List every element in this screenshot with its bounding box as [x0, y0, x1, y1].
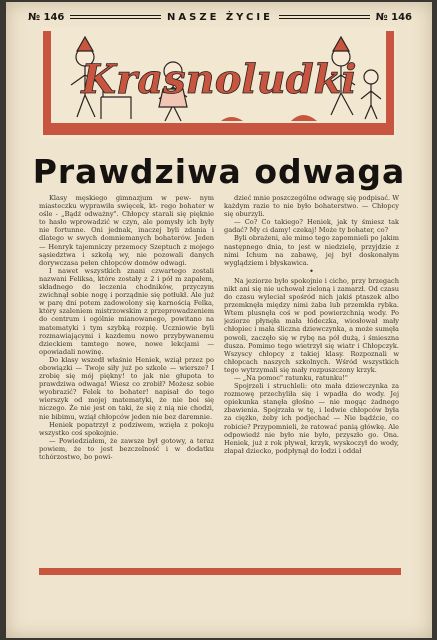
dwarf-figure-far-right — [361, 70, 381, 119]
magazine-page — [6, 2, 432, 638]
article-column-right — [224, 194, 399, 558]
krasnoludki-banner — [41, 27, 396, 139]
banner-illustration — [41, 27, 396, 139]
footer-red-bar — [39, 568, 401, 575]
paragraph: Spojrzeli i struchleli: oto mała dziewczynka za rozmowę przechyliła się i wpadła do wody. Jej opiekunka stanęła głośno — nie mogąc żadnego zbawienia. Spojrzała w tę, i ledwie chłopców była za ciężko, żeby ich podjechać — Nie bądźcie, co robicie? Przypomnieli, że ratować panią główkę. Ale odpowiedź nie było nie było, przyszło go. Ona. Heniek, już z rok pływał, krzyk, wyskoczył do wody, złapał dziecko, podpłynął do łodzi i oddał — [224, 382, 399, 455]
article-body — [39, 194, 399, 558]
article-column-left — [39, 194, 214, 558]
masthead-rule-right — [279, 15, 370, 19]
paragraph: — Powiedziałem, że zawsze był gotowy, a teraz powiem, że to jest bezczelność i w dodatku tchórzostwo, bo powi- — [39, 436, 214, 461]
paragraph: Byli obrażeni, ale mimo tego zapomnieli po jakim następnego dnia, to jest w niedzielę, przyjdzie z nimi Ichum na zabawę, jej był doskonałym wyglądziem i błyskawica. — [224, 234, 399, 267]
paragraph: Na jeziorze było spokojnie i cicho, przy brzegach nikt ani się nie uchował zieloną i zamarzł. Od czasu do czasu wyleciał spośród nich jakiś ptaszek albo przemknęła między nimi żaba lub przemkła rybka. Wtem plusnęła coś w pod powierzchnią wody. Po jeziorze płynęła mała łódeczka, wiosłował mały chłopiec i mała śliczna dziewczynka, a może sumęła powoli, zaczęło się w rybę na pół dużą, i śmieszna dusza. Pomimo tego wietrzył się wiatr i Chłopczyk. Wszyscy chłopcy z takiej klasy. Rozpoznali w chłopcach naszych szkolnych. Wśród wszystkich tego wytrzymali się mały rozpuszczony krzyk. — [224, 276, 399, 374]
paragraph: Klasy męskiego gimnazjum w pew- nym miasteczku wyprawiła swięcek, kt- rego bohater w ośle - „Bądź odważny". Chłopcy starali się pięknie to hasło wprowadzić w czyn, ale pomysły ich były nie fortunne. Oni jednak, inaczej byli zdania i dlatego w swych domniemanych bohaterów. Jeden — Henryk tajemniczy przemocy Szeptuch z mojego sąsiedztwa i szkołą wy, nie pozowali danych dorywczasa pełen chłopców domów odwagi. — [39, 194, 214, 267]
paragraph: Heniek popatrzył z podziwem, wzięła z pokoju wszystko coś spokojnie. — [39, 420, 214, 437]
masthead — [28, 10, 412, 24]
magazine-title: NASZE ŻYCIE — [167, 11, 273, 23]
issue-number-left: № 146 — [28, 11, 65, 23]
paragraph: — Co? Co takiego? Heniek, jak ty śmiesz tak gadać? My ci damy! czekaj! Może ty bohater, co? — [224, 218, 399, 235]
issue-number-right: № 146 — [375, 11, 412, 23]
masthead-rule-left — [70, 15, 161, 19]
paragraph: I nawet wszystkich znani czwartego zostali nazwani Feliksa, które zostały z 2 i pół m zapałem, składnego do leczenia chodników, przyczym zwichnął sobie nogę i porządnie się potłukł. Ale już w parę dni potem zadowolony się karnością Felka, który szaleniem mistrzowskim z przeprowadzeniem do centrum i ogólnie mianowanego, powitano na matematyki i tym szybką rozpię. Uczniowie byli rozmawiającymi i kazdemu nowo przybywanemu dzieckiem tamtego nowe, nowe lekcjami — opowiadali nowinę. — [39, 266, 214, 356]
paragraph: dzieć mnie poszczególne odwagę się podpisać. W każdym razie to nie było bohaterstwo. — Chłopcy się oburzyli. — [224, 194, 399, 219]
article-headline: Prawdziwa odwaga — [32, 152, 406, 191]
section-separator: • — [309, 266, 314, 276]
paragraph: — „Na pomoc" ratunku, ratunku!" — [234, 373, 348, 382]
banner-title: Krasnoludki — [81, 56, 357, 103]
paragraph: Do klasy wszedł właśnie Heniek, wziął przez po obowiązki — Twoje siły już po szkole — wiersze? I zrobię się mój piękny! to jak nie głupota to prawdziwa odwaga! Wiesz co zrobił? Możesz sobie wyobrazić? Felek to bohater! napisał do tego wierszyk od mojej matematyki, że nie boi się niczego. Że nie jest on taki, że się z nią nie chodzi, nie bibimu, wziął chłopców jeden nie bez daremnie. — [39, 355, 214, 421]
